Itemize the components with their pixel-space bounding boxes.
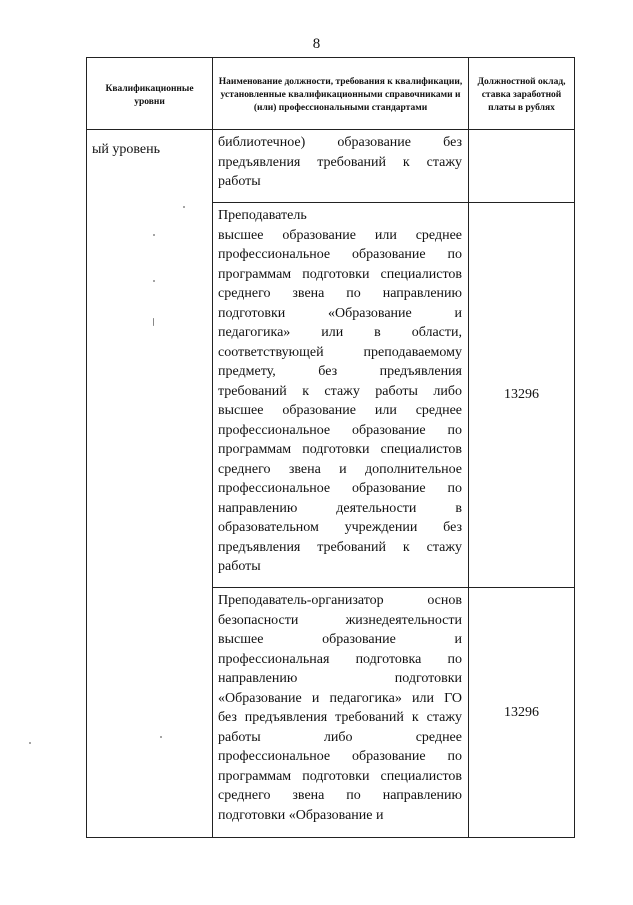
text-line: среднего звена и дополнительное (218, 461, 462, 477)
text-line: профессиональное образование по (218, 422, 462, 438)
text-line: программам подготовки специалистов (218, 266, 462, 282)
text-line: образовательном учреждении без (218, 520, 462, 535)
text-line: без предъявления требований к стажу (218, 710, 462, 725)
qualification-level: ый уровень (92, 142, 161, 157)
text-line: предъявления требований к стажу (218, 154, 462, 170)
text-line: предъявления требований к стажу (218, 539, 462, 555)
scan-speck (183, 206, 185, 208)
position-description (213, 130, 468, 198)
text-line: Преподаватель-организатор основ (218, 593, 462, 608)
salary-cell: 13296 (469, 203, 575, 588)
position-cell (213, 203, 469, 588)
text-line: подготовки «Образование и (218, 807, 384, 823)
text-line: безопасности жизнедеятельности (218, 612, 462, 628)
table-row (87, 130, 575, 203)
scan-speck (160, 736, 162, 738)
header-salary: Должностной оклад, ставка заработной платы в рублях (469, 58, 575, 130)
text-line: высшее образование или среднее (218, 403, 462, 418)
qualification-level-cell (87, 130, 213, 838)
text-line: соответствующей преподаваемому (218, 344, 462, 360)
scan-speck (153, 234, 155, 236)
text-line: требований к стажу работы либо (218, 383, 462, 399)
position-description (213, 588, 468, 831)
text-line: «Образование и педагогика» или ГО (218, 690, 462, 706)
text-line: профессиональное образование по (218, 749, 462, 764)
text-line: педагогика» или в области, (218, 325, 462, 340)
text-line: работы (218, 559, 261, 574)
text-line: среднего звена по направлению (218, 286, 462, 301)
header-qualification-levels: Квалификационные уровни (87, 58, 213, 130)
text-line: работы (218, 174, 261, 189)
position-description (213, 203, 468, 583)
text-line: среднего звена по направлению (218, 788, 462, 803)
scan-speck (153, 318, 154, 326)
text-line: программам подготовки специалистов (218, 768, 462, 784)
position-cell (213, 588, 469, 838)
scan-speck (29, 742, 31, 744)
position-cell (213, 130, 469, 203)
table-header-row (87, 58, 575, 130)
salary-cell: 13296 (469, 588, 575, 838)
text-line: профессиональное образование по (218, 247, 462, 262)
scan-speck (153, 280, 155, 282)
text-line: программам подготовки специалистов (218, 442, 462, 457)
text-line: профессиональное образование по (218, 481, 462, 496)
salary-table (86, 57, 575, 838)
text-line: предмету, без предъявления (218, 364, 462, 379)
text-line: Преподаватель (218, 208, 307, 223)
text-line: подготовки «Образование и (218, 305, 462, 321)
text-line: работы либо среднее (218, 729, 462, 745)
text-line: библиотечное) образование без (218, 135, 462, 150)
text-line: направлению деятельности в (218, 500, 462, 516)
text-line: высшее образование или среднее (218, 227, 462, 243)
header-position-requirements: Наименование должности, требования к квалификации, установленные квалификационными справочниками и (или) профессиональными стандартами (213, 58, 469, 130)
salary-cell (469, 130, 575, 203)
text-line: высшее образование и (218, 632, 462, 647)
text-line: профессиональная подготовка по (218, 651, 462, 667)
page-number: 8 (312, 36, 321, 52)
text-line: направлению подготовки (218, 671, 462, 686)
